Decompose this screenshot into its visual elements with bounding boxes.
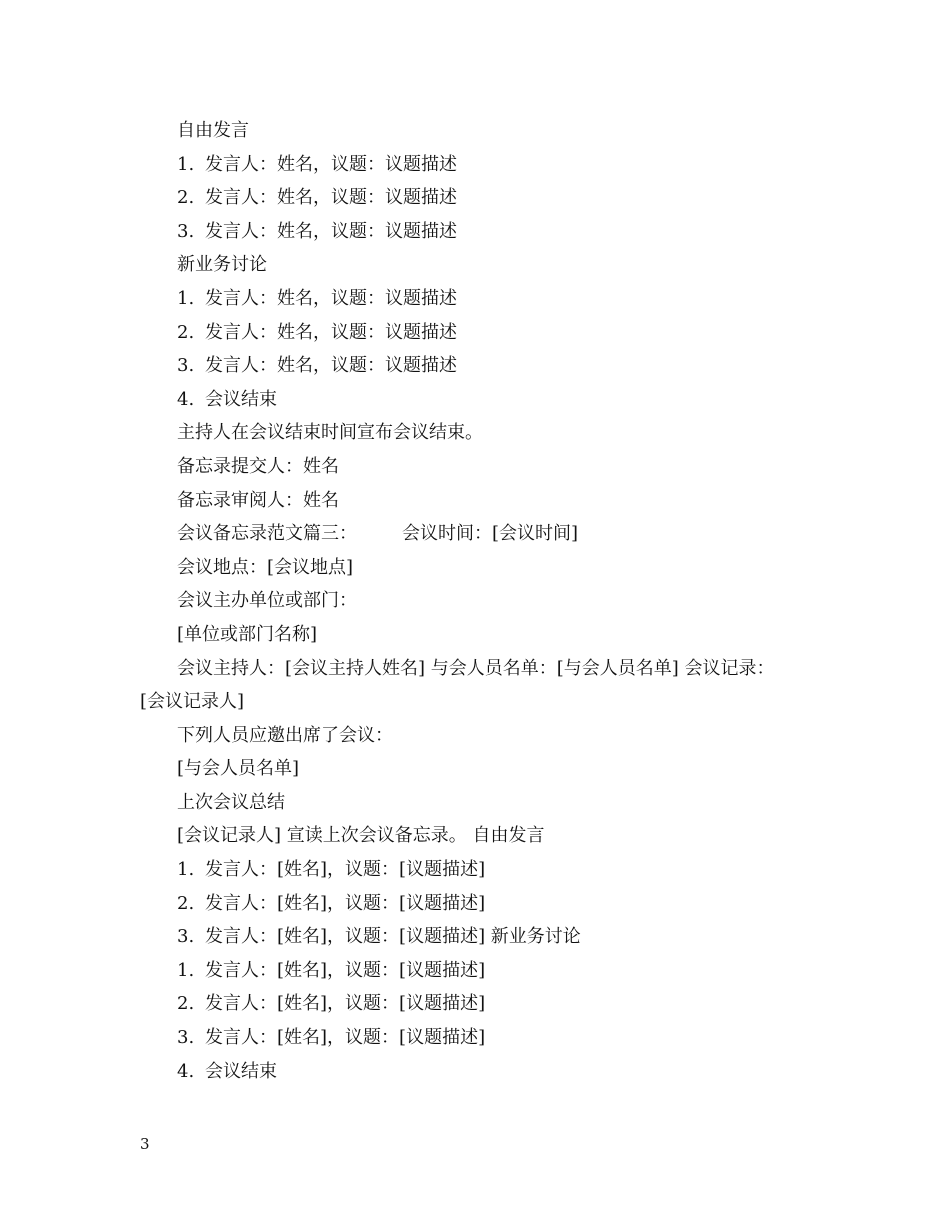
- list-item: [140, 215, 810, 249]
- list-text: 发言人：姓名，议题：议题描述: [205, 220, 457, 242]
- list-item: [140, 349, 810, 383]
- list-number: 1.: [177, 959, 195, 981]
- list-number: 2.: [177, 321, 195, 343]
- list-text: 发言人：[姓名]，议题：[议题描述]: [205, 859, 486, 881]
- list-number: 2.: [177, 892, 195, 914]
- list-text: 发言人：姓名，议题：议题描述: [205, 355, 457, 377]
- paragraph: 备忘录提交人：姓名: [177, 455, 339, 477]
- list-text: 发言人：[姓名]，议题：[议题描述]: [205, 993, 486, 1015]
- list-number: 3.: [177, 1027, 195, 1049]
- list-item: [140, 954, 810, 988]
- page-number: 3: [140, 1135, 150, 1153]
- list-item: [140, 282, 810, 316]
- list-number: 1.: [177, 153, 195, 175]
- list-item: [140, 181, 810, 215]
- list-number: 4.: [177, 1060, 195, 1082]
- list-item: [140, 853, 810, 887]
- list-number: 3.: [177, 220, 195, 242]
- list-text: 发言人：[姓名]，议题：[议题描述] 新业务讨论: [205, 926, 581, 948]
- list-item: [140, 887, 810, 921]
- list-text: 会议结束: [205, 1060, 277, 1082]
- list-text: 发言人：[姓名]，议题：[议题描述]: [205, 1027, 486, 1049]
- paragraph: 会议主持人：[会议主持人姓名] 与会人员名单：[与会人员名单] 会议记录：: [177, 657, 775, 679]
- list-number: 2.: [177, 187, 195, 209]
- list-item: [140, 148, 810, 182]
- paragraph: 主持人在会议结束时间宣布会议结束。: [177, 422, 483, 444]
- list-item: [140, 383, 810, 417]
- list-text: 发言人：[姓名]，议题：[议题描述]: [205, 892, 486, 914]
- paragraph: 会议主办单位或部门：: [177, 590, 357, 612]
- paragraph: 自由发言: [177, 120, 249, 141]
- list-text: 发言人：姓名，议题：议题描述: [205, 321, 457, 343]
- list-number: 1.: [177, 287, 195, 309]
- list-item: [140, 316, 810, 350]
- paragraph: 会议地点：[会议地点]: [177, 556, 354, 578]
- paragraph: 新业务讨论: [177, 254, 267, 276]
- list-text: 会议结束: [205, 388, 277, 410]
- paragraph: 会议备忘录范文篇三： 会议时间：[会议时间]: [177, 523, 579, 545]
- list-number: 4.: [177, 388, 195, 410]
- list-number: 3.: [177, 926, 195, 948]
- list-item: [140, 1021, 810, 1055]
- list-item: [140, 1055, 810, 1089]
- paragraph: [与会人员名单]: [177, 758, 300, 780]
- list-item: [140, 920, 810, 954]
- list-text: 发言人：[姓名]，议题：[议题描述]: [205, 959, 486, 981]
- list-text: 发言人：姓名，议题：议题描述: [205, 187, 457, 209]
- list-text: 发言人：姓名，议题：议题描述: [205, 287, 457, 309]
- list-text: 发言人：姓名，议题：议题描述: [205, 153, 457, 175]
- document-body: [140, 114, 810, 1088]
- list-number: 3.: [177, 355, 195, 377]
- paragraph: 备忘录审阅人：姓名: [177, 489, 339, 511]
- paragraph: [单位或部门名称]: [177, 623, 318, 645]
- list-number: 2.: [177, 993, 195, 1015]
- list-item: [140, 987, 810, 1021]
- list-number: 1.: [177, 859, 195, 881]
- paragraph: 下列人员应邀出席了会议：: [177, 724, 393, 746]
- paragraph: 上次会议总结: [177, 791, 285, 813]
- paragraph-continuation: [会议记录人]: [140, 691, 245, 713]
- paragraph: [会议记录人] 宣读上次会议备忘录。 自由发言: [177, 825, 545, 847]
